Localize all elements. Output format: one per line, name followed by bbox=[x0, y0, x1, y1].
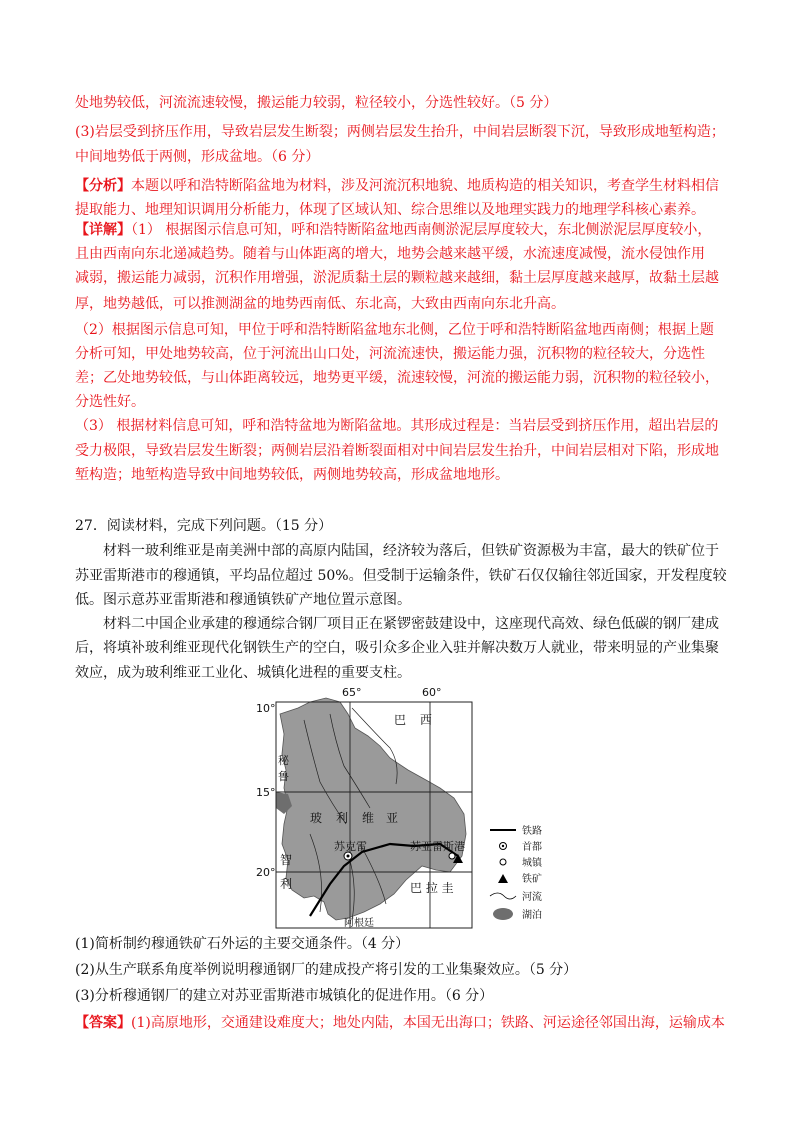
details-line: 厚，地势越低，可以推测湖盆的地势西南低、东北高，大致由西南向东北升高。 bbox=[75, 296, 565, 312]
country-label-bolivia: 玻 bbox=[310, 811, 323, 825]
material-1-line: 苏亚雷斯港市的穆通镇，平均品位超过 50%。但受制于运输条件，铁矿石仅仅输往邻近国家，开发程度较 bbox=[75, 568, 727, 584]
country-label-argentina: 阿根廷 bbox=[344, 918, 374, 929]
country-label-brazil: 西 bbox=[420, 713, 433, 727]
lat-label-15: 15° bbox=[256, 786, 276, 799]
country-label-brazil: 巴 bbox=[394, 713, 407, 727]
lon-label-65: 65° bbox=[342, 686, 362, 699]
country-label-paraguay: 巴 拉 圭 bbox=[410, 881, 454, 895]
material-1-line: 材料一玻利维亚是南美洲中部的高原内陆国，经济较为落后，但铁矿资源极为丰富，最大的铁矿位于 bbox=[103, 543, 719, 559]
material-2-line: 后，将填补玻利维亚现代化钢铁生产的空白，吸引众多企业入驻并解决数万人就业，带来明显的产业集聚 bbox=[75, 640, 719, 656]
map-svg bbox=[240, 684, 560, 932]
analysis-text: 本题以呼和浩特断陷盆地为材料，涉及河流沉积地貌、地质构造的相关知识，考查学生材料相信 bbox=[131, 178, 719, 194]
analysis-tag: 【分析】 bbox=[75, 178, 131, 194]
answer-continuation-line: 处地势较低，河流流速较慢，搬运能力较弱，粒径较小，分选性较好。（5 分） bbox=[75, 95, 558, 111]
country-label-bolivia: 利 bbox=[336, 811, 349, 825]
analysis-line: 提取能力、地理知识调用分析能力，体现了区域认知、综合思维以及地理实践力的地理学科核心素养。 bbox=[75, 202, 705, 218]
lat-label-10: 10° bbox=[256, 702, 276, 715]
answer-text: (1)高原地形，交通建设难度大；地处内陆，本国无出海口；铁路、河运途径邻国出海，运输成本 bbox=[131, 1015, 725, 1031]
answer-part3-line: (3)岩层受到挤压作用，导致岩层发生断裂；两侧岩层发生抬升，中间岩层断裂下沉，导致形成地堑构造； bbox=[75, 124, 725, 140]
details-tag: 【详解】 bbox=[75, 222, 131, 238]
material-2-line: 效应，成为玻利维亚工业化、城镇化进程的重要支柱。 bbox=[75, 665, 411, 681]
legend-town-label: 城镇 bbox=[522, 858, 542, 869]
details-line: 减弱，搬运能力减弱，沉积作用增强，淤泥质黏土层的颗粒越来越细，黏土层厚度越来越厚，故黏土层越 bbox=[75, 270, 719, 286]
details-line: 差；乙处地势较低，与山体距离较远，地势更平缓，流速较慢，河流的搬运能力弱，沉积物的粒径较小， bbox=[75, 370, 719, 386]
city-label-sucre: 苏克雷 bbox=[334, 840, 367, 853]
details-line: 堑构造；地堑构造导致中间地势较低，两侧地势较高，形成盆地地形。 bbox=[75, 467, 509, 483]
bolivia-location-map bbox=[240, 684, 560, 932]
material-2-line: 材料二中国企业承建的穆通综合钢厂项目正在紧锣密鼓建设中，这座现代高效、绿色低碳的钢厂建成 bbox=[103, 616, 719, 632]
details-line: （3） 根据材料信息可知，呼和浩特盆地为断陷盆地。其形成过程是：当岩层受到挤压作用，超出岩层的 bbox=[75, 418, 719, 434]
details-line: （2）根据图示信息可知，甲位于呼和浩特断陷盆地东北侧，乙位于呼和浩特断陷盆地西南侧；根据上题 bbox=[75, 322, 714, 338]
legend-railway-label: 铁路 bbox=[522, 826, 542, 837]
legend-capital-dot bbox=[502, 845, 504, 847]
details-line: 分析可知，甲处地势较高，位于河流出山口处，河流流速快，搬运能力强，沉积物的粒径较大，分选性 bbox=[75, 346, 705, 362]
city-label-puerto-suarez: 苏亚雷斯港 bbox=[410, 840, 465, 853]
answer-line bbox=[75, 1013, 725, 1033]
details-line: 受力极限，导致岩层发生断裂；两侧岩层沿着断裂面相对中间岩层发生抬升，中间岩层相对下陷，形成地 bbox=[75, 443, 719, 459]
details-line bbox=[75, 220, 711, 240]
sub-question-1: (1)简析制约穆通铁矿石外运的主要交通条件。（4 分） bbox=[75, 936, 410, 952]
legend-river-icon bbox=[490, 893, 516, 899]
question-header: 27．阅读材料，完成下列问题。（15 分） bbox=[75, 518, 333, 534]
details-line: 且由西南向东北递减趋势。随着与山体距离的增大，地势会越来越平缓，水流速度减慢，流水侵蚀作用 bbox=[75, 246, 705, 262]
legend-iron-mine-label: 铁矿 bbox=[522, 874, 542, 885]
lat-label-20: 20° bbox=[256, 866, 276, 879]
legend-capital-label: 首都 bbox=[522, 842, 542, 853]
country-label-peru: 鲁 bbox=[278, 770, 289, 783]
town-symbol bbox=[449, 853, 455, 859]
analysis-line bbox=[75, 176, 719, 196]
legend-iron-mine-icon bbox=[498, 874, 508, 883]
lon-label-60: 60° bbox=[422, 686, 442, 699]
details-text: （1） 根据图示信息可知，呼和浩特断陷盆地西南侧淤泥层厚度较大，东北侧淤泥层厚度较小， bbox=[131, 222, 712, 238]
country-label-peru: 秘 bbox=[278, 754, 289, 767]
sub-question-3: (3)分析穆通钢厂的建立对苏亚雷斯港市城镇化的促进作用。（6 分） bbox=[75, 988, 494, 1004]
legend-lake-icon bbox=[493, 908, 513, 920]
country-label-chile: 利 bbox=[280, 877, 293, 891]
material-1-line: 低。图示意苏亚雷斯港和穆通镇铁矿产地位置示意图。 bbox=[75, 592, 411, 608]
capital-dot bbox=[347, 855, 350, 858]
map-legend bbox=[490, 824, 543, 921]
legend-lake-label: 湖泊 bbox=[522, 910, 542, 921]
answer-part3-line: 中间地势低于两侧，形成盆地。（6 分） bbox=[75, 149, 320, 165]
country-label-bolivia: 维 bbox=[362, 811, 375, 825]
country-label-chile: 智 bbox=[280, 853, 293, 867]
answer-tag: 【答案】 bbox=[75, 1015, 131, 1031]
country-label-bolivia: 亚 bbox=[386, 811, 399, 825]
legend-town-icon bbox=[500, 859, 506, 865]
sub-question-2: (2)从生产联系角度举例说明穆通钢厂的建成投产将引发的工业集聚效应。（5 分） bbox=[75, 962, 578, 978]
details-line: 分选性好。 bbox=[75, 394, 145, 410]
legend-river-label: 河流 bbox=[522, 892, 542, 903]
